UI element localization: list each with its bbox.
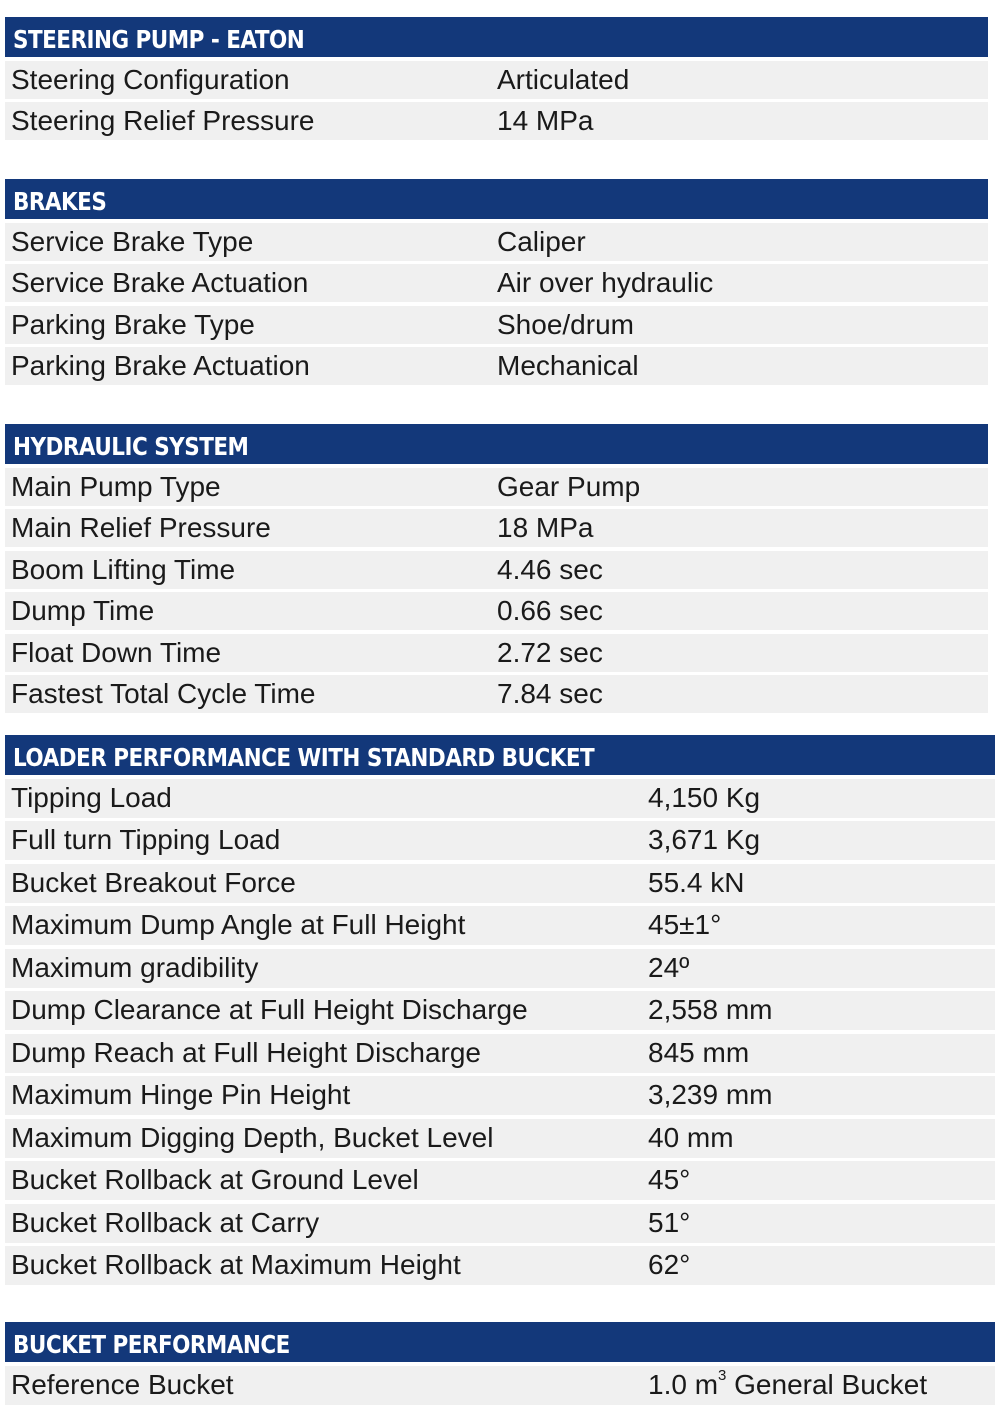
spec-value: 24º — [648, 951, 690, 983]
spec-row — [5, 509, 988, 547]
section-header: LOADER PERFORMANCE WITH STANDARD BUCKET — [5, 735, 995, 775]
spec-label: Tipping Load — [11, 781, 172, 813]
spec-row — [5, 1034, 995, 1073]
spec-row — [5, 1161, 995, 1200]
spec-label: Bucket Rollback at Ground Level — [11, 1164, 419, 1195]
spec-row — [5, 906, 995, 945]
spec-label: Service Brake Actuation — [11, 267, 309, 298]
spec-label: Main Pump Type — [11, 470, 221, 502]
spec-value: 2.72 sec — [497, 636, 603, 668]
section-bucket-performance — [5, 1322, 995, 1405]
spec-value: 45° — [648, 1164, 691, 1195]
spec-label: Service Brake Type — [11, 225, 254, 257]
spec-row — [5, 991, 995, 1030]
spec-value: Articulated — [497, 63, 630, 95]
spec-value: 0.66 sec — [497, 595, 603, 626]
section-brakes — [5, 179, 988, 385]
spec-row — [5, 864, 995, 903]
spec-label: Bucket Rollback at Carry — [11, 1206, 320, 1238]
spec-label: Maximum Hinge Pin Height — [11, 1079, 351, 1110]
spec-value: 845 mm — [648, 1036, 750, 1068]
spec-value: 4.46 sec — [497, 553, 603, 585]
spec-value: 1.0 $m^3$ General Bucket — [648, 1367, 928, 1400]
spec-label: Bucket Rollback at Maximum Height — [11, 1249, 461, 1280]
spec-label: Maximum Dump Angle at Full Height — [11, 909, 466, 940]
spec-row — [5, 468, 988, 506]
section-header: BUCKET PERFORMANCE — [5, 1322, 995, 1362]
spec-value: 7.84 sec — [497, 678, 603, 709]
spec-value: Gear Pump — [497, 470, 641, 502]
spec-label: Fastest Total Cycle Time — [11, 678, 316, 709]
spec-label: Maximum Digging Depth, Bucket Level — [11, 1121, 494, 1153]
spec-label: Full turn Tipping Load — [11, 824, 281, 855]
spec-row — [5, 634, 988, 672]
section-loader-performance — [5, 735, 995, 1285]
spec-label: Boom Lifting Time — [11, 553, 236, 585]
spec-value: 55.4 kN — [648, 866, 745, 898]
spec-row — [5, 1204, 995, 1243]
section-header: STEERING PUMP - EATON — [5, 17, 988, 57]
spec-label: Main Relief Pressure — [11, 512, 271, 543]
spec-value: Air over hydraulic — [497, 267, 714, 298]
spec-row — [5, 949, 995, 988]
spec-value: 3,239 mm — [648, 1079, 773, 1110]
spec-value: Shoe/drum — [497, 308, 634, 340]
section-header: BRAKES — [5, 179, 988, 219]
spec-label: Parking Brake Actuation — [11, 350, 310, 381]
spec-value: Mechanical — [497, 350, 639, 381]
spec-row — [5, 347, 988, 385]
spec-row — [5, 1119, 995, 1158]
spec-row — [5, 1366, 995, 1405]
section-steering-pump — [5, 17, 988, 140]
spec-value: 2,558 mm — [648, 994, 773, 1025]
section-header: HYDRAULIC SYSTEM — [5, 424, 988, 464]
section-hydraulic-system — [5, 424, 988, 713]
spec-row — [5, 61, 988, 99]
spec-label: Dump Time — [11, 595, 155, 626]
spec-label: Float Down Time — [11, 636, 222, 668]
spec-label: Maximum gradibility — [11, 951, 259, 983]
spec-value: 14 MPa — [497, 105, 594, 136]
spec-row — [5, 551, 988, 589]
spec-label: Steering Relief Pressure — [11, 105, 315, 136]
spec-label: Dump Reach at Full Height Discharge — [11, 1036, 481, 1068]
spec-value: 3,671 Kg — [648, 824, 761, 855]
spec-label: Parking Brake Type — [11, 308, 255, 340]
spec-value: 62° — [648, 1249, 691, 1280]
spec-row — [5, 264, 988, 302]
spec-value: 18 MPa — [497, 512, 594, 543]
spec-row — [5, 675, 988, 713]
spec-value: 4,150 Kg — [648, 781, 761, 813]
spec-label: Dump Clearance at Full Height Discharge — [11, 994, 528, 1025]
spec-row — [5, 102, 988, 140]
spec-label: Reference Bucket — [11, 1368, 234, 1400]
spec-value: Caliper — [497, 225, 586, 257]
cubic-superscript: 3 — [718, 1367, 727, 1385]
spec-row — [5, 1246, 995, 1285]
spec-row — [5, 1076, 995, 1115]
spec-label: Bucket Breakout Force — [11, 866, 296, 898]
spec-value: 51° — [648, 1206, 691, 1238]
spec-label: Steering Configuration — [11, 63, 290, 95]
spec-row — [5, 779, 995, 818]
spec-row — [5, 223, 988, 261]
spec-row — [5, 306, 988, 344]
spec-value: 45±1° — [648, 909, 722, 940]
spec-row — [5, 592, 988, 630]
spec-value: 40 mm — [648, 1121, 734, 1153]
spec-row — [5, 821, 995, 860]
